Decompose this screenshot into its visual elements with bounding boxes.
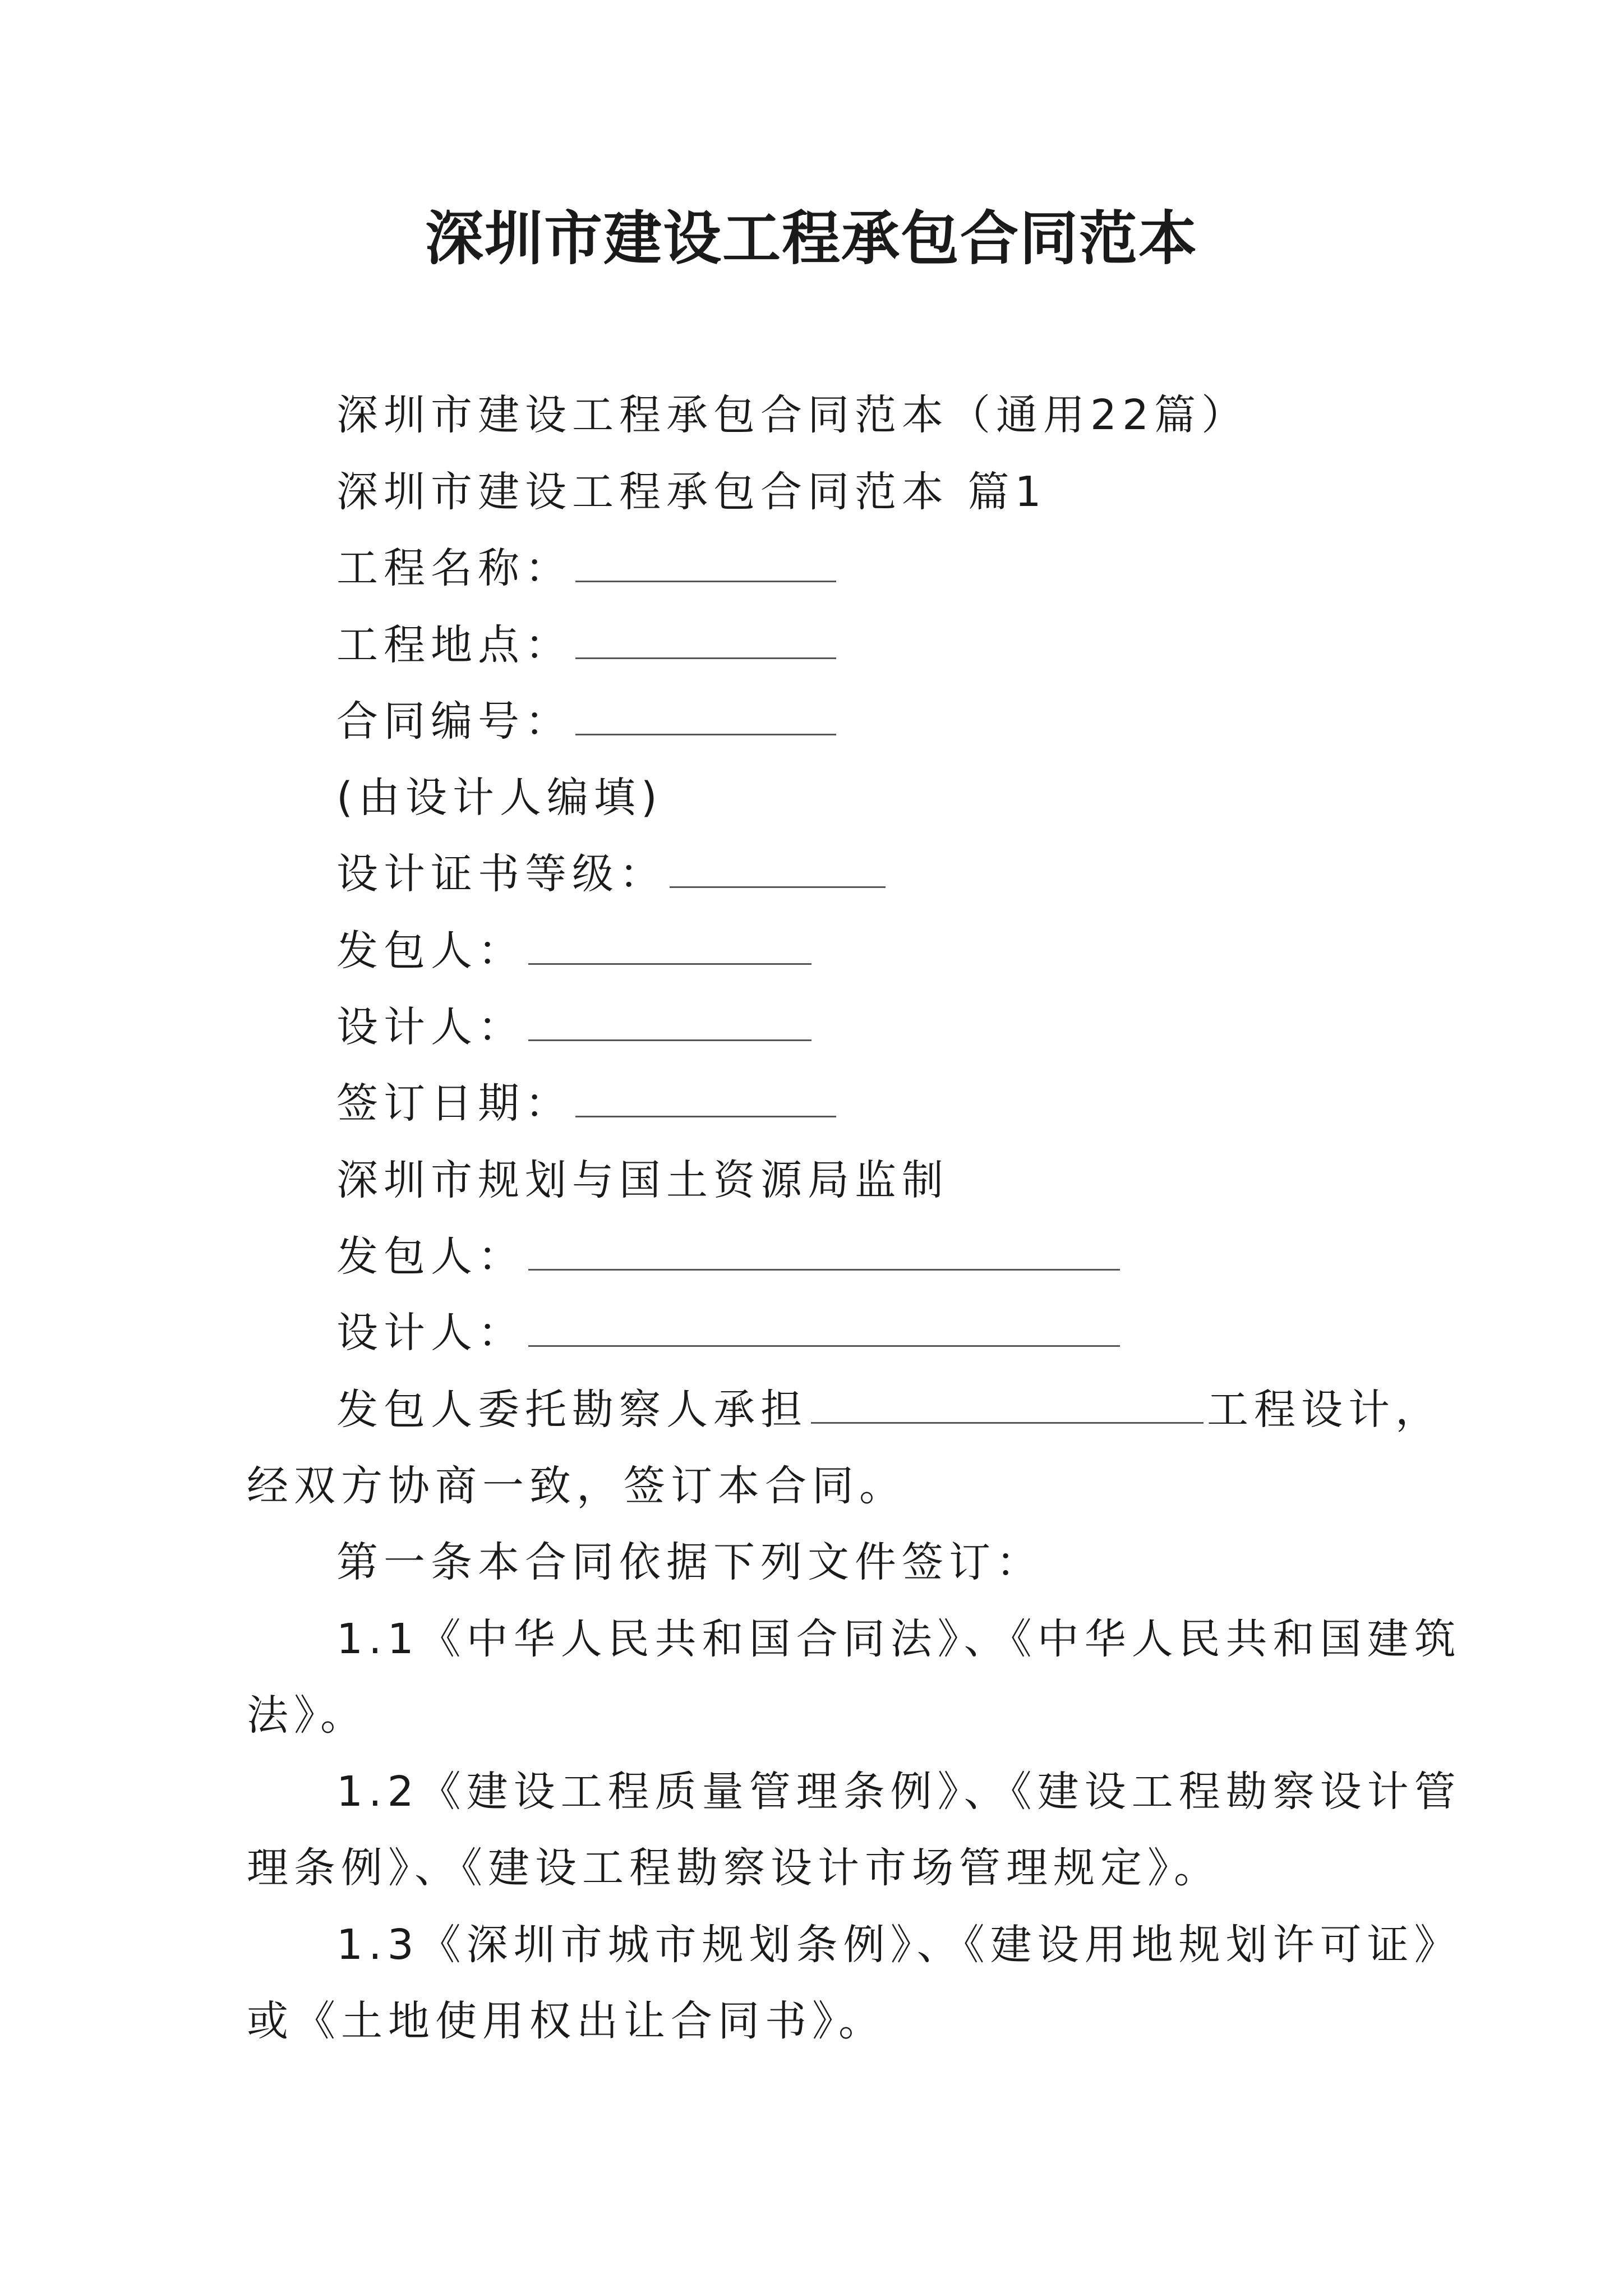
sign-designer-row <box>336 1305 1120 1361</box>
entrust-paragraph-line1 <box>336 1382 1442 1438</box>
filled-by-note: (由设计人编填) <box>336 774 663 822</box>
article-1-heading: 第一条本合同依据下列文件签订： <box>336 1538 1043 1586</box>
signing-date-row <box>336 1075 836 1131</box>
signing-date-label: 签订日期： <box>336 1079 572 1128</box>
document-subtitle: 深圳市建设工程承包合同范本（通用22篇） <box>336 391 1249 439</box>
designer-row <box>336 999 811 1055</box>
entrust-paragraph-line2: 经双方协商一致，签订本合同。 <box>247 1462 906 1510</box>
project-name-row <box>336 540 836 596</box>
clause-1-1-line1: 1.1《中华人民共和国合同法》、《中华人民共和国建筑 <box>336 1615 1461 1663</box>
sign-employer-row <box>336 1228 1120 1285</box>
designer-blank <box>528 1005 811 1041</box>
entrust-text-part2: 工程设计， <box>1207 1386 1442 1434</box>
clause-1-3-line1: 1.3《深圳市城市规划条例》、《建设用地规划许可证》 <box>336 1921 1461 1969</box>
designer-label: 设计人： <box>336 1003 525 1051</box>
clause-1-1-line2: 法》。 <box>247 1691 367 1740</box>
certificate-grade-label: 设计证书等级： <box>336 850 666 898</box>
employer-label: 发包人： <box>336 927 525 975</box>
project-location-blank <box>575 623 836 659</box>
entrust-text-part1: 发包人委托勘察人承担 <box>336 1386 808 1434</box>
chapter-heading: 深圳市建设工程承包合同范本 篇1 <box>336 468 1047 516</box>
contract-number-blank <box>575 699 836 735</box>
signing-date-blank <box>575 1081 836 1117</box>
project-name-label: 工程名称： <box>336 544 572 592</box>
certificate-grade-row <box>336 846 886 902</box>
employer-blank <box>528 928 811 965</box>
clause-1-2-line1: 1.2《建设工程质量管理条例》、《建设工程勘察设计管 <box>336 1768 1461 1816</box>
employer-row <box>336 923 811 979</box>
project-location-label: 工程地点： <box>336 621 572 669</box>
clause-1-3-line2: 或《土地使用权出让合同书》。 <box>247 1997 886 2045</box>
project-location-row <box>336 617 836 673</box>
supervisor-line: 深圳市规划与国土资源局监制 <box>336 1156 949 1204</box>
project-name-blank <box>575 546 836 582</box>
document-title: 深圳市建设工程承包合同范本 <box>425 204 1198 273</box>
contract-number-row <box>336 693 836 749</box>
entrust-project-blank <box>811 1387 1204 1424</box>
sign-employer-blank <box>528 1234 1120 1271</box>
sign-designer-blank <box>528 1310 1120 1347</box>
sign-designer-label: 设计人： <box>336 1309 525 1357</box>
contract-number-label: 合同编号： <box>336 697 572 746</box>
certificate-grade-blank <box>670 852 886 888</box>
sign-employer-label: 发包人： <box>336 1232 525 1281</box>
clause-1-2-line2: 理条例》、《建设工程勘察设计市场管理规定》。 <box>247 1844 1221 1892</box>
